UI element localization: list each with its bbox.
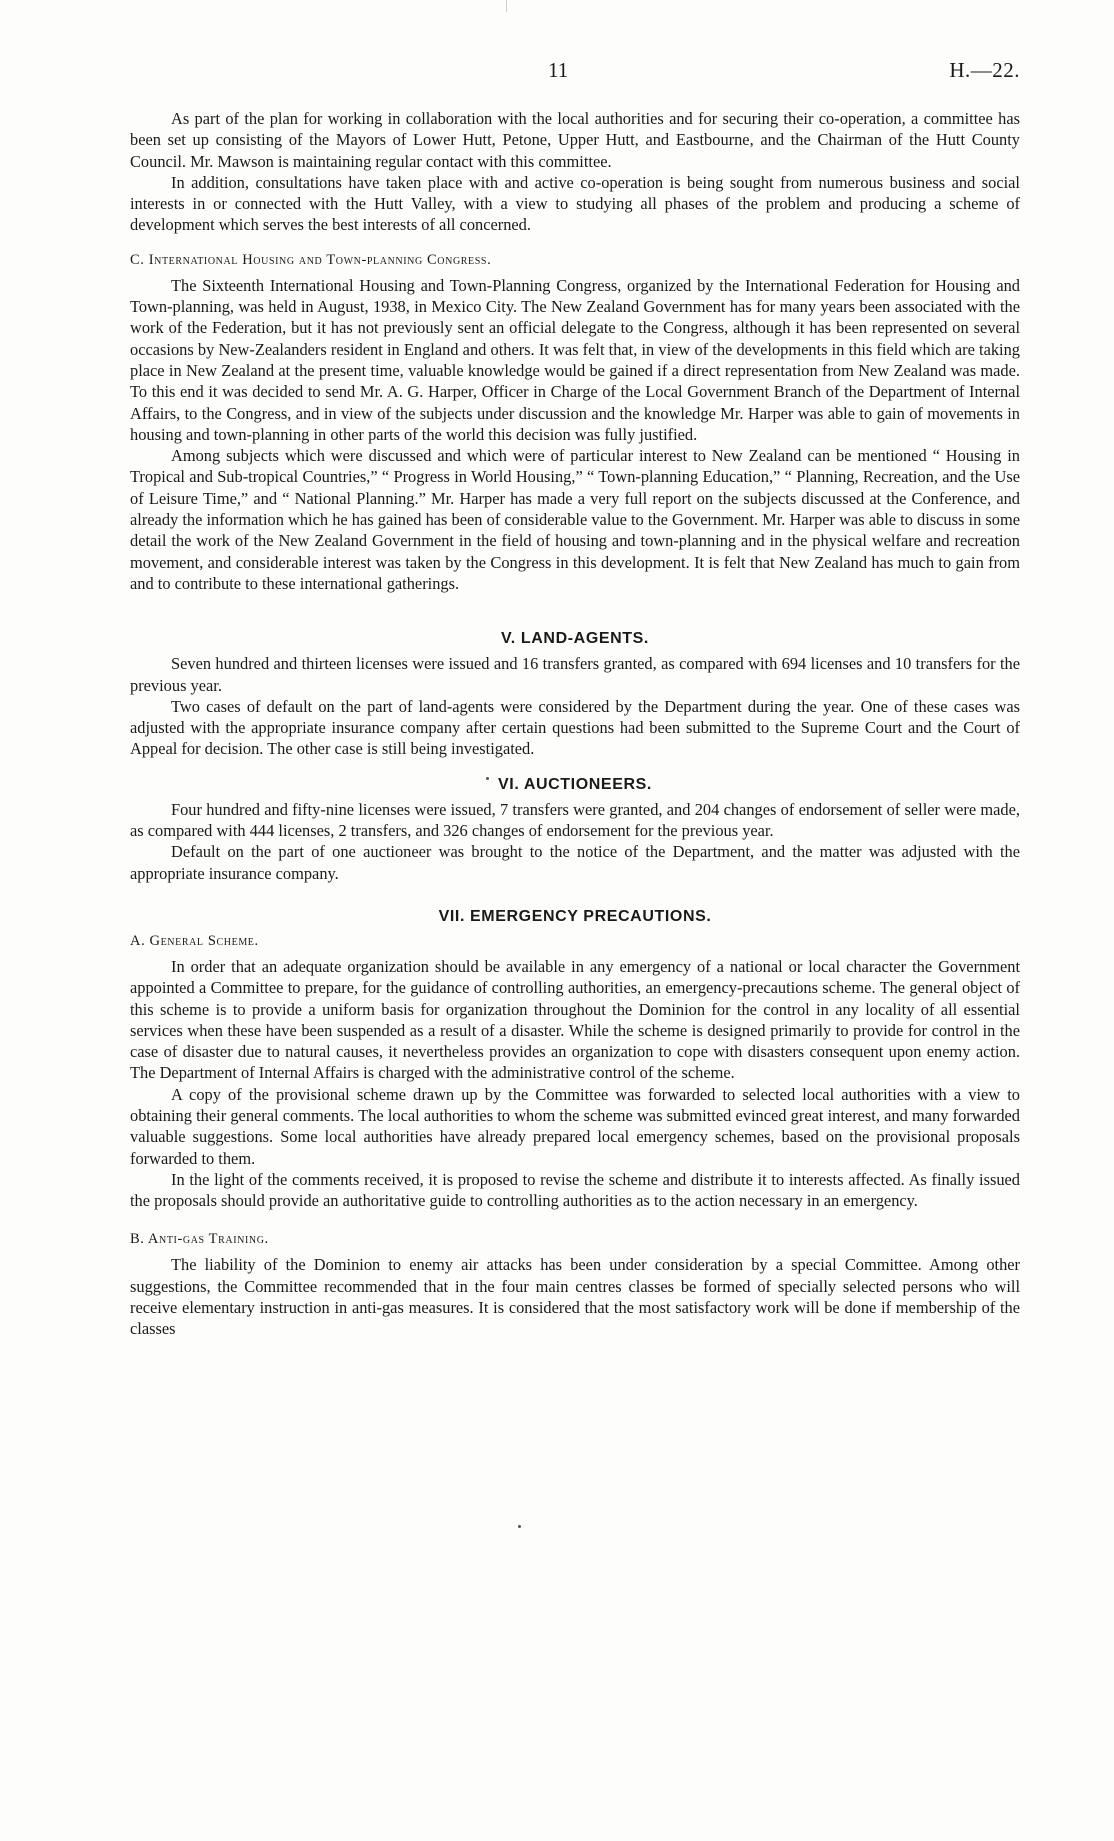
land-agents-paragraph-2: Two cases of default on the part of land-agents were considered by the Department during the year. One of these cases was adjusted with the appropriate insurance company after certain questions had been submitted to the Supreme Court and the Court of Appeal for decision. The other case is still being investigated. xyxy=(130,696,1020,759)
intro-paragraph-1: As part of the plan for working in collaboration with the local authorities and for securing their co-operation, a committee has been set up consisting of the Mayors of Lower Hutt, Petone, Upper Hutt, and Eastbourne, and the Chairman of the Hutt County Council. Mr. Mawson is maintaining regular contact with this committee. xyxy=(130,109,1020,171)
auctioneers-paragraph-2: Default on the part of one auctioneer was brought to the notice of the Department, and the matter was adjusted with the appropriate insurance company. xyxy=(130,842,1020,883)
congress-paragraph-2: Among subjects which were discussed and which were of particular interest to New Zealand can be mentioned “ Housing in Tropical and Sub-tropical Countries,” “ Progress in World Housing,” “ Town-planning Education,” “ Planning, Recreation, and the Use of Leisure Time,” and “ National Planning.” Mr. Harper has made a very full report on the subjects discussed at the Conference, and already the information which he has gained has been of considerable value to the Government. Mr. Harper was able to discuss in some detail the work of the New Zealand Government in the field of housing and town-planning and in the physical welfare and recreation movement, and considerable interest was taken by the Congress in this development. It is felt that New Zealand has much to gain from and to contribute to these international gatherings. xyxy=(130,446,1020,593)
general-scheme-paragraph-3: In the light of the comments received, it is proposed to revise the scheme and distribute it to interests affected. As finally issued the proposals should provide an authoritative guide to controlling authorities as to the action necessary in an emergency. xyxy=(130,1169,1020,1211)
page-body xyxy=(130,108,1020,1340)
scan-dot xyxy=(518,1525,521,1528)
general-scheme-paragraph-2: A copy of the provisional scheme drawn up by the Committee was forwarded to selected local authorities with a view to obtaining their general comments. The local authorities to whom the scheme was submitted evinced great interest, and many forwarded valuable suggestions. Some local authorities have already prepared local emergency schemes, based on the provisional proposals forwarded to them. xyxy=(130,1084,1020,1168)
page-header xyxy=(0,58,1114,88)
congress-paragraph-1: The Sixteenth International Housing and Town-Planning Congress, organized by the International Federation for Housing and Town-planning, was held in August, 1938, in Mexico City. The New Zealand Government has for many years been associated with the work of the Federation, but it has not previously sent an official delegate to the Congress, although it has been represented on several occasions by New-Zealanders resident in England and others. It was felt that, in view of the developments in this field which are taking place in New Zealand at the present time, valuable knowledge would be gained if a direct representation from New Zealand was made. To this end it was decided to send Mr. A. G. Harper, Officer in Charge of the Local Government Branch of the Department of Internal Affairs, to the Congress, and in view of the subjects under discussion and the knowledge Mr. Harper was able to gain of movements in housing and town-planning in other parts of the world this decision was fully justified. xyxy=(130,275,1020,444)
document-reference: H.—22. xyxy=(949,58,1020,82)
emergency-precautions-heading: VII. EMERGENCY PRECAUTIONS. xyxy=(438,907,712,925)
congress-subheading: C. International Housing and Town-planning Congress. xyxy=(130,251,492,268)
intro-paragraph-2: In addition, consultations have taken place with and active co-operation is being sought from numerous business and social interests in or connected with the Hutt Valley, with a view to studying all phases of the problem and producing a scheme of development which serves the best interests of all concerned. xyxy=(130,172,1020,235)
top-scan-mark xyxy=(506,0,507,12)
scan-dot xyxy=(486,777,489,780)
general-scheme-subheading: A. General Scheme. xyxy=(130,932,259,949)
auctioneers-heading: VI. AUCTIONEERS. xyxy=(498,775,652,793)
land-agents-paragraph-1: Seven hundred and thirteen licenses were issued and 16 transfers granted, as compared with 694 licenses and 10 transfers for the previous year. xyxy=(130,654,1020,695)
anti-gas-paragraph-1: The liability of the Dominion to enemy air attacks has been under consideration by a special Committee. Among other suggestions, the Committee recommended that in the four main centres classes be formed of specially selected persons who will receive elementary instruction in anti-gas measures. It is considered that the most satisfactory work will be done if membership of the classes xyxy=(130,1255,1020,1339)
land-agents-heading: V. LAND-AGENTS. xyxy=(501,630,649,648)
auctioneers-paragraph-1: Four hundred and fifty-nine licenses were issued, 7 transfers were granted, and 204 changes of endorsement of seller were made, as compared with 444 licenses, 2 transfers, and 326 changes of endorsement for the previous year. xyxy=(130,799,1020,841)
page-number: 11 xyxy=(548,58,569,82)
anti-gas-subheading: B. Anti-gas Training. xyxy=(130,1231,269,1248)
general-scheme-paragraph-1: In order that an adequate organization should be available in any emergency of a national or local character the Government appointed a Committee to prepare, for the guidance of controlling authorities, an emergency-precautions scheme. The general object of this scheme is to provide a uniform basis for organization throughout the Dominion for the control in any locality of all essential services when these have been suspended as a result of a disaster. While the scheme is designed primarily to provide for control in the case of disaster due to natural causes, it nevertheless provides an organization to cope with disasters consequent upon enemy action. The Department of Internal Affairs is charged with the administrative control of the scheme. xyxy=(130,956,1020,1083)
